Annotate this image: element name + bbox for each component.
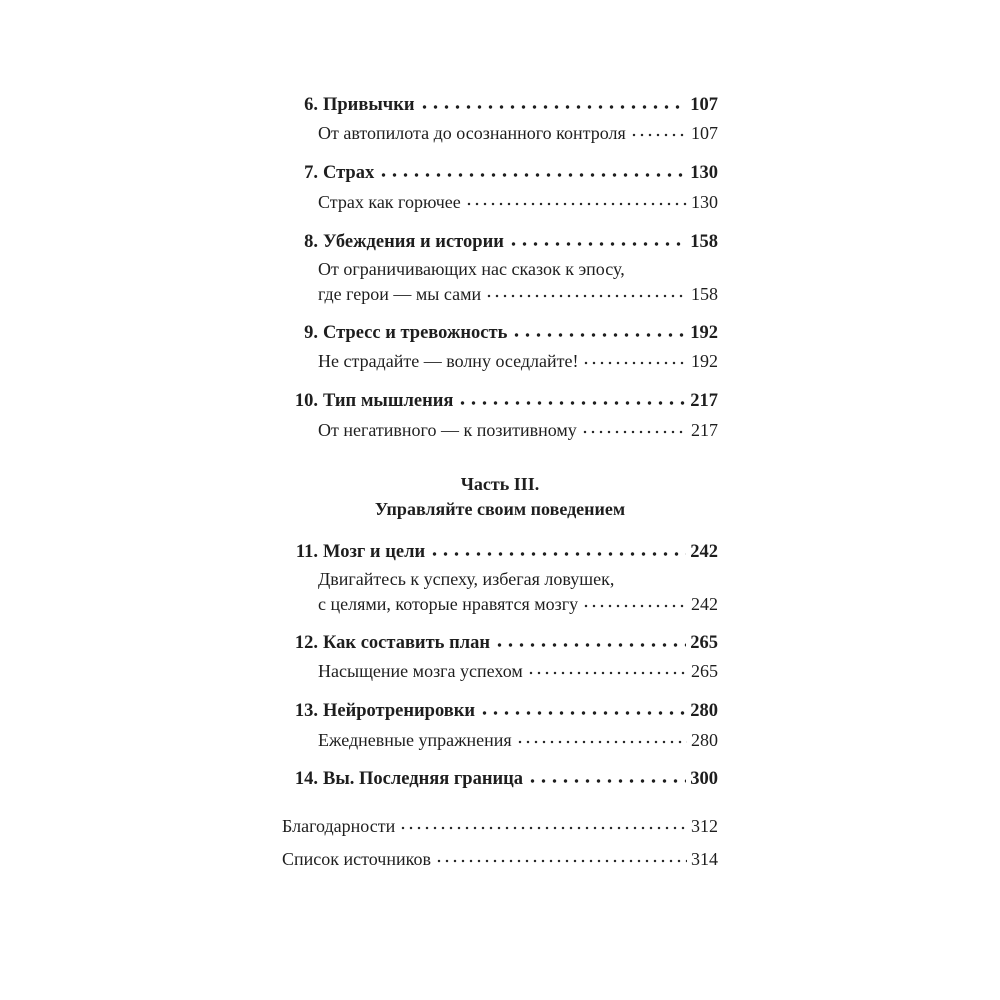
dot-leader [485,291,687,301]
chapter-title: Тип мышления [323,391,454,411]
toc-chapter-11[interactable] [282,539,718,563]
dot-leader [457,398,686,408]
chapter-title: Привычки [323,95,415,115]
dot-leader [479,708,686,718]
chapter-number: 14. [294,769,318,789]
subentry-title: где герои — мы сами [318,284,482,304]
chapter-title: Мозг и цели [323,542,426,562]
subentry-title: Не страдайте — волну оседлайте! [318,351,579,371]
backmatter-page: 312 [691,816,718,836]
dot-leader [435,856,687,866]
part-heading: Часть III. [460,474,540,494]
dot-leader [516,737,687,747]
subentry-page: 265 [691,661,718,681]
chapter-number: 10. [294,391,318,411]
dot-leader [465,199,687,209]
toc-chapter-14[interactable] [282,766,718,790]
dot-leader [581,427,687,437]
dot-leader [508,239,686,249]
toc-chapter-13[interactable] [282,698,718,722]
chapter-title: Стресс и тревожность [323,323,508,343]
toc-sources[interactable] [282,846,718,870]
toc-chapter-9[interactable] [282,320,718,344]
toc-subentry[interactable] [318,591,718,615]
chapter-title: Вы. Последняя граница [323,769,524,789]
dot-leader [511,330,686,340]
toc-subentry[interactable] [318,281,718,305]
chapter-number: 11. [295,542,318,562]
toc-chapter-12[interactable] [282,630,718,654]
chapter-page: 265 [690,633,718,653]
chapter-title: Страх [323,163,375,183]
chapter-title: Убеждения и истории [323,232,504,252]
chapter-title: Как составить план [323,633,491,653]
chapter-number: 6. [304,95,318,115]
dot-leader [494,640,686,650]
chapter-number: 8. [304,232,318,252]
toc-chapter-10[interactable] [282,388,718,412]
toc-subentry[interactable] [318,417,718,441]
chapter-number: 9. [304,323,318,343]
toc-chapter-8[interactable] [282,229,718,253]
subentry-title: Насыщение мозга успехом [318,661,523,681]
chapter-page: 158 [690,232,718,252]
chapter-page: 242 [690,542,718,562]
subentry-title-line1: От ограничивающих нас сказок к эпосу, [318,259,625,279]
dot-leader [419,102,687,112]
chapter-title: Нейротренировки [323,701,476,721]
subentry-title: От автопилота до осознанного контроля [318,123,626,143]
subentry-page: 242 [691,594,718,614]
chapter-number: 12. [294,633,318,653]
subentry-page: 217 [691,420,718,440]
chapter-number: 7. [304,163,318,183]
dot-leader [527,668,687,678]
subentry-page: 192 [691,351,718,371]
toc-subentry[interactable] [318,120,718,144]
subentry-title: с целями, которые нравятся мозгу [318,594,579,614]
toc-subentry[interactable] [318,348,718,372]
toc-subentry[interactable] [318,189,718,213]
dot-leader [378,170,686,180]
subentry-page: 107 [691,123,718,143]
toc-acknowledgments[interactable] [282,813,718,837]
dot-leader [582,358,687,368]
subentry-title: От негативного — к позитивному [318,420,577,440]
chapter-page: 107 [690,95,718,115]
subentry-page: 130 [691,192,718,212]
subentry-page: 158 [691,284,718,304]
chapter-page: 217 [690,391,718,411]
backmatter-title: Благодарности [282,816,396,836]
chapter-number: 13. [294,701,318,721]
subentry-title: Страх как горючее [318,192,461,212]
dot-leader [429,549,686,559]
chapter-page: 300 [690,769,718,789]
toc-chapter-6[interactable] [282,92,718,116]
part-subtitle: Управляйте своим поведением [374,499,626,519]
toc-chapter-7[interactable] [282,160,718,184]
dot-leader [527,776,686,786]
subentry-title: Ежедневные упражнения [318,730,512,750]
dot-leader [630,130,687,140]
backmatter-page: 314 [691,849,718,869]
dot-leader [399,823,687,833]
chapter-page: 192 [690,323,718,343]
chapter-page: 130 [690,163,718,183]
dot-leader [582,601,687,611]
chapter-page: 280 [690,701,718,721]
toc-subentry[interactable] [318,658,718,682]
backmatter-title: Список источников [282,849,431,869]
subentry-page: 280 [691,730,718,750]
toc-subentry[interactable] [318,727,718,751]
subentry-title-line1: Двигайтесь к успеху, избегая ловушек, [318,569,615,589]
